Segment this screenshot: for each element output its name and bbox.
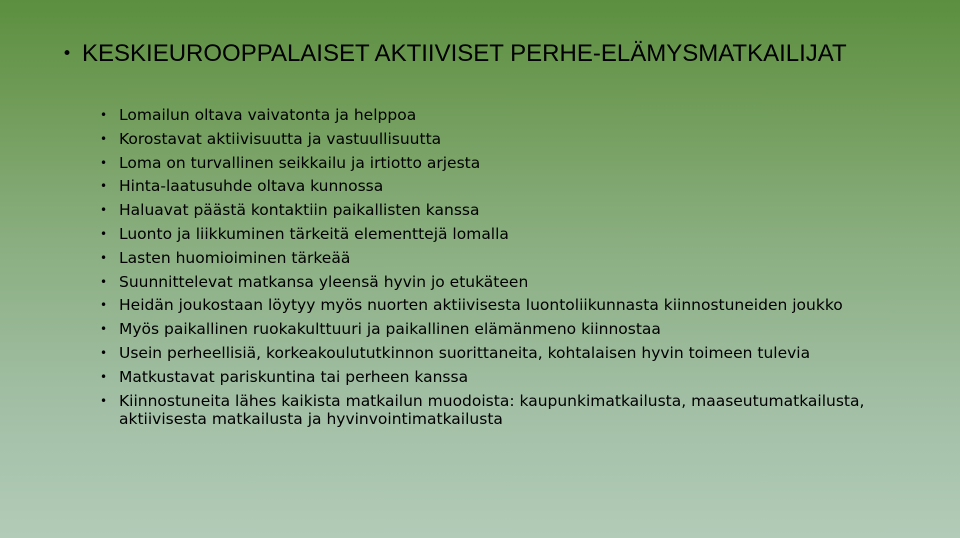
bullet-icon: • [100, 250, 108, 265]
list-item [100, 273, 880, 291]
list-item [100, 225, 880, 243]
list-item [100, 249, 880, 267]
title-bullet-icon: • [62, 43, 73, 64]
list-item-text: Usein perheellisiä, korkeakoulututkinnon suorittaneita, kohtalaisen hyvin toimeen tulevia [119, 343, 811, 362]
list-item-text: Luonto ja liikkuminen tärkeitä elementtejä lomalla [119, 224, 509, 243]
bullet-icon: • [100, 274, 108, 289]
list-item [100, 320, 880, 338]
list-item-text: Haluavat päästä kontaktiin paikallisten kanssa [119, 201, 480, 220]
list-item [100, 130, 880, 148]
list-item [100, 392, 880, 428]
list-item [100, 106, 880, 124]
bullet-icon: • [100, 393, 108, 408]
bullet-icon: • [100, 345, 108, 360]
list-item-text: Korostavat aktiivisuutta ja vastuullisuutta [119, 129, 442, 148]
bullet-icon: • [100, 203, 108, 218]
list-item-text: Lasten huomioiminen tärkeää [119, 248, 351, 267]
list-item-text: Kiinnostuneita lähes kaikista matkailun muodoista: kaupunkimatkailusta, maaseutumatkailusta, aktiivisesta matkailusta ja hyvinvointimatkailusta [119, 391, 865, 428]
bullet-icon: • [100, 369, 108, 384]
bullet-icon: • [100, 298, 108, 313]
list-item [100, 344, 880, 362]
list-item [100, 154, 880, 172]
slide-title: KESKIEUROOPPALAISET AKTIIVISET PERHE-ELÄMYSMATKAILIJAT [82, 40, 847, 67]
bullet-icon: • [100, 179, 108, 194]
list-item-text: Hinta-laatusuhde oltava kunnossa [119, 177, 384, 196]
title-row [62, 36, 942, 72]
bullet-icon: • [100, 131, 108, 146]
list-item-text: Loma on turvallinen seikkailu ja irtiotto arjesta [119, 153, 481, 172]
list-item [100, 201, 880, 219]
bullet-list [100, 106, 880, 433]
bullet-icon: • [100, 108, 108, 122]
bullet-icon: • [100, 322, 108, 337]
bullet-icon: • [100, 226, 108, 241]
list-item-text: Myös paikallinen ruokakulttuuri ja paikallinen elämänmeno kiinnostaa [119, 320, 661, 339]
list-item-text: Suunnittelevat matkansa yleensä hyvin jo etukäteen [119, 272, 529, 291]
list-item-text: Heidän joukostaan löytyy myös nuorten aktiivisesta luontoliikunnasta kiinnostuneiden joukko [119, 296, 843, 315]
list-item-text: Lomailun oltava vaivatonta ja helppoa [119, 106, 417, 124]
list-item [100, 296, 880, 314]
list-item [100, 368, 880, 386]
list-item-text: Matkustavat pariskuntina tai perheen kanssa [119, 367, 469, 386]
bullet-icon: • [100, 155, 108, 170]
list-item [100, 177, 880, 195]
